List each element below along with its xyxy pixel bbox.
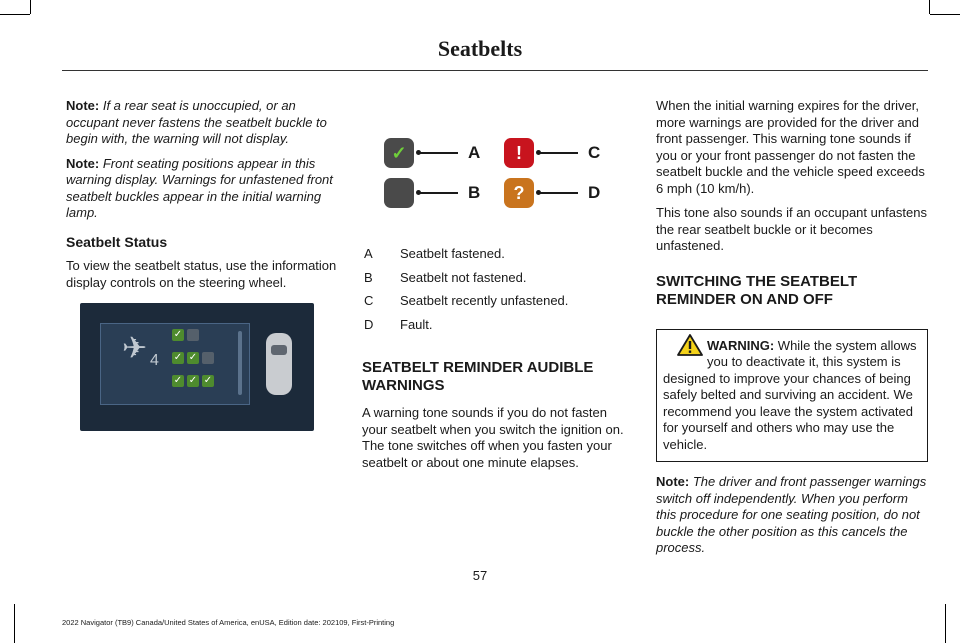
column-left — [66, 98, 344, 431]
crop-mark — [930, 14, 960, 15]
seat-icon — [187, 329, 199, 341]
legend-item-b — [384, 178, 480, 208]
rear-tone-paragraph: This tone also sounds if an occupant unfastens the rear seatbelt buckle or it becomes unfastened. — [656, 205, 928, 253]
definition-key: B — [364, 269, 373, 285]
crop-mark — [945, 604, 946, 643]
legend-letter: A — [468, 142, 481, 162]
warning-text: While the system allows you to deactivate it, this system is designed to improve your chances of being safely belted and surviving an accident. We recommend you leave the system activated for yourself and others who may use the vehicle. — [663, 337, 917, 452]
header-divider — [62, 70, 928, 71]
crop-mark — [929, 0, 930, 14]
legend-item-d — [504, 178, 600, 208]
seat-unfastened-icon — [384, 178, 414, 208]
audible-warnings-paragraph: A warning tone sounds if you do not fasten your seatbelt when you switch the ignition on. The tone switches off when you fasten your seatbelt or about one minute elapses. — [362, 405, 624, 470]
callout-line — [538, 152, 578, 154]
scrollbar-graphic — [238, 331, 242, 395]
seat-fastened-icon: ✓ — [203, 375, 213, 386]
crop-mark — [30, 0, 31, 14]
definition-text: Seatbelt recently unfastened. — [400, 293, 569, 308]
seatbelt-status-display-illustration — [80, 303, 314, 431]
seat-fault-icon: ? — [504, 178, 534, 208]
definition-key: C — [364, 293, 374, 308]
crop-mark — [0, 14, 30, 15]
display-number: 4 — [150, 352, 159, 369]
definition-text: Seatbelt fastened. — [400, 246, 505, 261]
definition-row — [362, 293, 630, 310]
seatbelt-person-icon: ✈ — [122, 332, 148, 365]
page-title: Seatbelts — [437, 36, 523, 61]
note-text: The driver and front passenger warnings switch off independently. When you perform this procedure for one seating position, do not buckle the other position as this cancels the process. — [656, 474, 927, 555]
warning-tone-paragraph: When the initial warning expires for the driver, more warnings are provided for the driver and front passenger. This warning tone sounds if you or your front passenger do not fasten the seatbelt buckle and the vehicle speed exceeds 6 mph (10 km/h). — [656, 98, 925, 196]
legend-letter: D — [588, 182, 601, 202]
definition-row — [362, 246, 630, 263]
note-front-seat — [66, 156, 344, 222]
note-label: Note: — [66, 98, 100, 113]
note-label: Note: — [66, 155, 100, 171]
seat-grid — [172, 329, 218, 395]
car-windshield — [271, 345, 287, 355]
legend-item-c — [504, 138, 600, 168]
note-label: Note: — [656, 474, 690, 489]
seat-fastened-icon: ✓ — [173, 352, 183, 363]
footer-edition-info: 2022 Navigator (TB9) Canada/United States of America, enUSA, Edition date: 202109, First-Printing — [62, 618, 395, 627]
definition-list — [362, 246, 630, 333]
legend-letter: C — [588, 142, 601, 162]
page-number: 57 — [472, 568, 488, 583]
crop-mark — [14, 604, 15, 643]
seat-icon — [202, 352, 214, 364]
section-heading-switching: SWITCHING THE SEATBELT REMINDER ON AND OFF — [656, 272, 858, 308]
section-heading-audible-warnings: SEATBELT REMINDER AUDIBLE WARNINGS — [362, 359, 594, 394]
note-rear-seat — [66, 98, 344, 148]
status-paragraph: To view the seatbelt status, use the information display controls on the steering wheel. — [66, 258, 337, 290]
seat-recently-unfastened-icon: ! — [504, 138, 534, 168]
seat-fastened-icon: ✓ — [188, 375, 198, 386]
warning-box — [656, 329, 928, 463]
section-heading-status: Seatbelt Status — [66, 233, 168, 250]
definition-key: D — [364, 316, 374, 332]
callout-line — [538, 192, 578, 194]
seatbelt-icon-legend — [384, 112, 624, 222]
definition-key: A — [364, 246, 373, 261]
car-top-view-icon — [266, 333, 292, 395]
definition-row — [362, 270, 630, 287]
legend-letter: B — [468, 182, 481, 202]
warning-triangle-icon — [677, 334, 703, 356]
callout-line — [418, 152, 458, 154]
seat-fastened-icon: ✓ — [188, 352, 198, 363]
note-text: If a rear seat is unoccupied, or an occupant never fastens the seatbelt buckle to begin with, the warning will not display. — [66, 98, 327, 146]
legend-item-a — [384, 138, 480, 168]
definition-row — [362, 317, 630, 334]
column-right — [656, 98, 928, 565]
definition-text: Seatbelt not fastened. — [400, 269, 527, 285]
warning-label: WARNING: — [707, 337, 775, 353]
definition-text: Fault. — [400, 316, 433, 332]
note-independent — [656, 474, 928, 557]
seat-fastened-icon: ✓ — [384, 138, 414, 168]
callout-line — [418, 192, 458, 194]
seat-fastened-icon: ✓ — [173, 329, 183, 340]
seat-fastened-icon: ✓ — [173, 375, 183, 386]
column-middle — [362, 98, 630, 479]
note-text: Front seating positions appear in this warning display. Warnings for unfastened front seatbelt buckles appear in the initial warning lamp. — [66, 155, 333, 220]
